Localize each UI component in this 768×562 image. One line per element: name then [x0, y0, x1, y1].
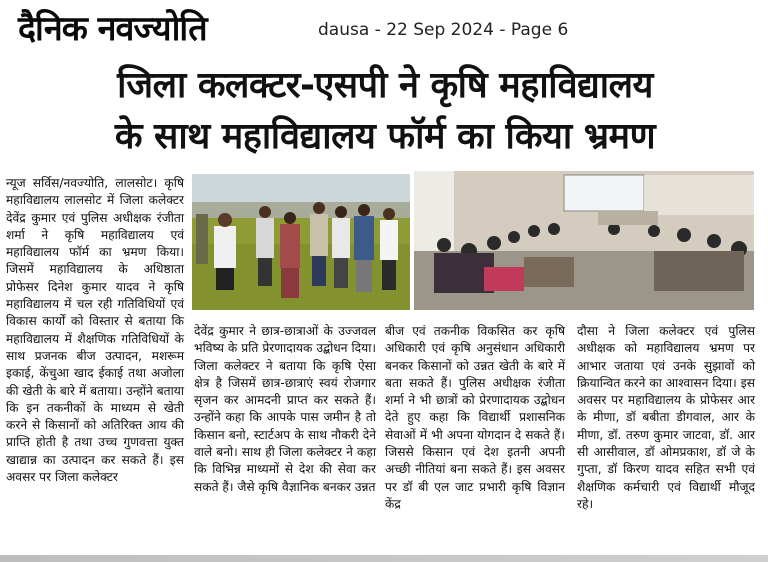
- headline-line-2: के साथ महाविद्यालय फॉर्म का किया भ्रमण: [114, 116, 656, 157]
- article-column-2: [194, 323, 376, 496]
- column-text: न्यूज सर्विस/नवज्योति, लालसोट। कृषि महाविद्यालय लालसोट में जिला कलेक्टर देवेंद्र कुमार एवं पुलिस अधीक्षक रंजीता शर्मा ने कृषि महाविद्यालय एवं महाविद्यालय फॉर्म का भ्रमण किया। जिसमें महाविद्यालय के अधिष्ठाता प्रोफेसर दिनेश कुमार यादव ने कृषि महाविद्यालय में चल रही गतिविधियों एवं विकास कार्यों को विस्तार से बताया कि महाविद्यालय में शैक्षणिक गतिविधियों के साथ प्रजनक बीज उत्पादन, मशरूम इकाई, केंचुआ खाद ईकाई तथा अजोला की खेती के बारे में बताया। उन्होंने बताया कि इन तकनीकों के माध्यम से खेती करने से किसानों को अतिरिक्त आय की प्राप्ति होती है तथा उच्च गुणवत्ता युक्त खाद्यान्न का उत्पादन कर सकते हैं। इस अवसर पर जिला कलेक्टर: [6, 176, 184, 485]
- headline-line-1: जिला कलक्टर-एसपी ने कृषि महाविद्यालय: [117, 65, 653, 106]
- article-column-1: [6, 175, 184, 486]
- classroom-seminar-photo: [414, 171, 754, 310]
- headline: [10, 60, 760, 162]
- edition-line: dausa - 22 Sep 2024 - Page 6: [318, 20, 569, 40]
- field-visit-photo: [192, 174, 410, 310]
- newspaper-masthead: दैनिक नवज्योति: [18, 9, 207, 49]
- article-column-4: [577, 323, 755, 513]
- column-text: दौसा ने जिला कलेक्टर एवं पुलिस अधीक्षक को महाविद्यालय भ्रमण पर आभार जताया एवं उनके सुझावों को क्रियान्वित करने का आश्वासन दिया। इस अवसर पर महाविद्यालय के प्रोफेसर आर के मीणा, डॉ बबीता डीगवाल, आर के मीणा, डॉ. तरुण कुमार जाटवा, डॉ. आर सी आसीवाल, डॉ ओमप्रकाश, डॉ जे के गुप्ता, डॉ किरण यादव सहित सभी एवं शैक्षणिक कर्मचारी एवं विद्यार्थी मौजूद रहे।: [577, 324, 755, 511]
- column-text: देवेंद्र कुमार ने छात्र-छात्राओं के उज्जवल भविष्य के प्रति प्रेरणादायक उद्बोधन दिया। जिला कलेक्टर ने बताया कि कृषि ऐसा क्षेत्र है जिसमें छात्र-छात्राएं स्वयं रोजगार सृजन कर आमदनी प्राप्त कर सकते हैं। उन्होंने कहा कि आपके पास जमीन है तो किसान बनो, स्टार्टअप के साथ नौकरी देने वाले बनो। साथ ही जिला कलेक्टर ने कहा कि विभिन्न माध्यमों से देश की सेवा कर सकते हैं। जैसे कृषि वैज्ञानिक बनकर उन्नत: [194, 324, 376, 494]
- column-text: बीज एवं तकनीक विकसित कर कृषि अधिकारी एवं कृषि अनुसंधान अधिकारी बनकर किसानों को उन्नत खेती के बारे में बता सकते हैं। पुलिस अधीक्षक रंजीता शर्मा ने भी छात्रों को प्रेरणादायक उद्बोधन देते हुए कहा कि विद्यार्थी प्रशासनिक सेवाओं में भी अपना योगदान दे सकते हैं। जिससे किसान एवं देश इतनी अपनी अच्छी नीतियां बना सकते हैं। इस अवसर पर डॉ बी एल जाट प्रभारी कृषि विज्ञान केंद्र: [385, 324, 565, 511]
- next-headline-fragment: [0, 555, 768, 562]
- article-column-3: [385, 323, 565, 513]
